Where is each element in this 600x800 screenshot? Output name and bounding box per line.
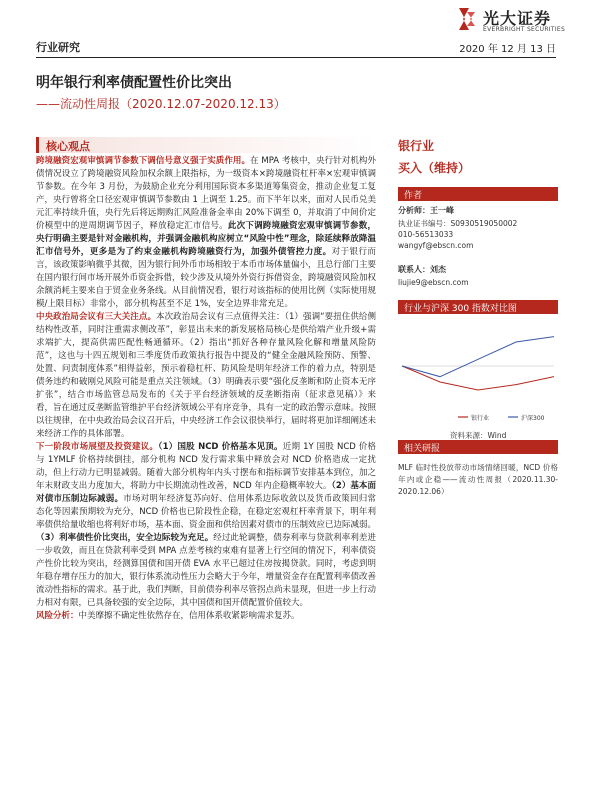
cross-border-heading: 跨境融资宏观审慎调节参数下调信号意义强于实质作用。: [36, 156, 251, 166]
chart-section-label: 行业与沪深 300 指数对比图: [404, 304, 517, 314]
outlook-point-1: （1）国股 NCD 价格基本见顶。: [158, 442, 283, 452]
cross-border-bold: 此次下调跨境融资宏观审慎调节参数，央行明确主要是针对金融机构，并强调金融机构应树立“风险中性”理念，除延续释放降温汇市信号外，更多是为了约束金融机构跨境融资行为，加强外债管控力度。: [36, 221, 376, 257]
outlook-text-2: 市场对明年经济复苏向好、信用体系边际收敛以及货币政策回归常态化等因素预期较为充分，NCD 价格也已阶段性企稳，在稳定宏观杠杆率背景下，明年利率债供给量收缩也将利好市场，基本面、资金面和供给因素对债市的压制效应已边际减弱。: [36, 494, 377, 530]
report-category: 行业研究: [36, 41, 80, 54]
author-section-label: 作者: [404, 191, 423, 201]
brand-name-cn: 光大证券: [483, 9, 552, 28]
chart-section-header: [398, 300, 558, 314]
author-section-header: [398, 187, 558, 201]
related-section-header: [398, 440, 558, 454]
cross-border-text-a: 在 MPA 考核中，央行针对机构外债情况设立了跨境融资风险加权余额上限指标，为一级资本×跨境融资杠杆率×宏观审慎调节参数。在今年 3 月份，为鼓励企业充分利用国际资本多渠道筹集资金，推动企业复工复产，央行曾将全口径宏观审慎调节参数由 1 上调至 1.25。而下半年以来，面对人民币兑美元汇率持续升值，央行先后将远期购汇风险准备金率由 20%下调至 0，并取消了中间价定价模型中的逆周期调节因子，释放稳定汇市信号。: [36, 156, 376, 231]
cross-border-text-b: 对于银行而言，该政策影响微乎其微，因为银行间外币市场相较于本币市场体量偏小，且总行部门主要在国内银行间市场开展外币资金拆借，较少涉及从境外外资行拆借资金，跨境融资风险加权余额消耗主要来自于贸金业务条线。从目前情况看，银行对该指标的使用比例（实际使用规模/上限目标）非常小，部分机构甚至不足 1%，安全边界非常充足。: [36, 247, 377, 309]
chart-source: 资料来源：Wind: [450, 431, 507, 440]
paragraph-politburo: [36, 311, 376, 441]
analyst-name: 分析师：王一峰: [398, 206, 454, 215]
politburo-heading: 中央政治局会议有三大关注点。: [36, 312, 157, 322]
rating: 买入（维持）: [398, 161, 471, 175]
index-comparison-chart: [398, 318, 558, 440]
chart-svg: [398, 318, 558, 428]
report-header-bar: [36, 38, 556, 58]
outlook-point-3: （3）利率债性价比突出，安全边际较为充足。: [36, 533, 214, 543]
outlook-point-2: （2）基本面对债市压制边际减弱。: [36, 481, 376, 504]
core-view-label: 核心观点: [46, 140, 90, 153]
core-view-header: [36, 137, 376, 153]
related-section-label: 相关研报: [404, 444, 441, 454]
main-body: [36, 155, 376, 623]
risk-label: 风险分析：: [36, 611, 79, 621]
outlook-text-3: 经过此轮调整，债券利率与贷款利率利差进一步收敛，而且在贷款利率受到 MPA 点差考核约束难有显著上行空间的情况下，利率债资产性价比较为突出，经测算国债和国开债 EVA 水平已超过住房按揭贷款。同时，考虑到明年稳存增存压力的加大，银行体系流动性压力会略大于今年，增量资金存在配置利率债改善流动性指标的需求。基于此，我们判断，目前债券利率尽管拐点尚未显现，但进一步上行动力相对有限，已具备较强的安全边际，其中国债和国开债配置价值较大。: [36, 533, 377, 608]
chart-legend-label-0: 银行业: [471, 415, 490, 422]
analyst-cert: 执业证书编号：S0930519050002: [398, 219, 518, 228]
paragraph-risk: [36, 610, 376, 623]
paragraph-outlook: [36, 441, 376, 610]
analyst-email[interactable]: wangyf@ebscn.com: [398, 241, 474, 250]
chart-series-line-1: [402, 337, 554, 377]
related-report-link[interactable]: MLF 临时性投放带动市场情绪回暖，NCD 价格年内或企稳——流动性周报（2020.11.30-2020.12.06）: [398, 463, 558, 496]
risk-text: 中美摩擦不确定性依然存在，信用体系收紧影响需求复苏。: [78, 611, 300, 621]
outlook-heading: 下一阶段市场展望及投资建议。: [36, 442, 159, 452]
report-title: 明年银行利率债配置性价比突出: [36, 75, 232, 91]
sector-name: 银行业: [398, 139, 435, 153]
brand-logo: [455, 4, 595, 36]
report-date: 2020 年 12 月 13 日: [459, 44, 556, 55]
brand-mark-icon: [455, 6, 477, 32]
politburo-text: 本次政治局会议有三点值得关注：（1）强调“要扭住供给侧结构性改革，同时注重需求侧改革”，彰显出未来的新发展格局核心是供给端产业升级+需求端扩大，提高供需匹配性畅通循环。（2）指出“抓好各种存量风险化解和增量风险防范”，这也与十四五规划和三季度货币政策执行报告中提及的“健全金融风险预防、预警、处置、问责制度体系”相得益彰，预示着稳杠杆、防风险是明年经济工作的着力点，特别是债务违约和破刚兑风险可能是重点关注领域。（3）明确表示要“强化反垄断和防止资本无序扩张”，结合市场监管总局发布的《关于平台经济领域的反垄断指南（征求意见稿）》来看，旨在通过反垄断监管维护平台经济领域公平有序竞争，具有一定的政治警示意味。按照以往规律，在中央政治局会议召开后，中央经济工作会议很快举行，届时将更加详细阐述未来经济工作的具体部署。: [36, 312, 377, 439]
outlook-text-1: 近期 1Y 国股 NCD 价格与 1YMLF 价格持续倒挂，部分机构 NCD 发行需求集中释放会对 NCD 价格造成一定扰动，但上行动力已明显减弱。随着大部分机构年内头寸摆布和指标调节安排基本到位，加之年末财政支出力度加大，将助力中长期流动性改善，NCD 年内企稳概率较大。: [36, 442, 377, 491]
contact-name: 联系人：刘杰: [398, 265, 446, 274]
report-subtitle: ——流动性周报（2020.12.07-2020.12.13）: [36, 97, 286, 111]
chart-legend-label-1: 沪深300: [521, 415, 545, 422]
analyst-phone: 010-56513033: [398, 230, 454, 239]
chart-series-line-0: [402, 366, 554, 390]
brand-name-en: EVERBRIGHT SECURITIES: [483, 26, 566, 33]
paragraph-cross-border: [36, 155, 376, 311]
contact-email[interactable]: liujie9@ebscn.com: [398, 278, 469, 287]
